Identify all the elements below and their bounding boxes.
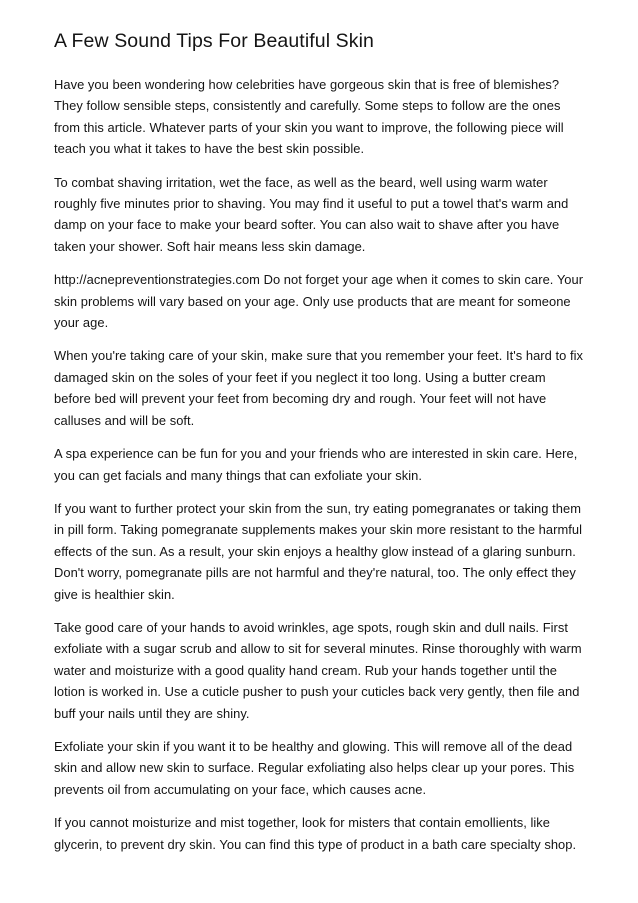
page-title: A Few Sound Tips For Beautiful Skin <box>54 30 374 52</box>
paragraph-sun: If you want to further protect your skin from the sun, try eating pomegranates or taking them in pill form. Taking pomegranate supplements makes your skin more resistant to the harmful effects of the sun. As a result, your skin enjoys a healthy glow instead of a glaring sunburn. Don't worry, pomegranate pills are not harmful and they're natural, too. The only effect they give is healthier skin. <box>54 500 583 602</box>
paragraph-exfoliate: Exfoliate your skin if you want it to be healthy and glowing. This will remove all of the dead skin and allow new skin to surface. Regular exfoliating also helps clear up your pores. This prevents oil from accumulating on your face, which causes acne. <box>54 738 575 797</box>
paragraph-intro: Have you been wondering how celebrities have gorgeous skin that is free of blemishes? They follow sensible steps, consistently and carefully. Some steps to follow are the ones from this article. Whatever parts of your skin you want to improve, the following piece will teach you what it takes to have the best skin possible. <box>54 77 564 157</box>
paragraph-feet: When you're taking care of your skin, make sure that you remember your feet. It's hard to fix damaged skin on the soles of your feet if you neglect it too long. Using a butter cream before bed will prevent your feet from becoming dry and rough. Your feet will not have calluses and will be soft. <box>54 348 584 428</box>
paragraph-hands: Take good care of your hands to avoid wrinkles, age spots, rough skin and dull nails. First exfoliate with a sugar scrub and allow to sit for several minutes. Rinse thoroughly with warm water and moisturize with a good quality hand cream. Rub your hands together until the lotion is worked in. Use a cuticle pusher to push your cuticles back very gently, then file and buff your nails until they are shiny. <box>54 619 582 721</box>
paragraph-age: http://acnepreventionstrategies.com Do not forget your age when it comes to skin care. Your skin problems will vary based on your age. Only use products that are meant for someone your age. <box>54 272 584 331</box>
paragraph-spa: A spa experience can be fun for you and your friends who are interested in skin care. Here, you can get facials and many things that can exfoliate your skin. <box>54 446 578 483</box>
paragraph-shaving: To combat shaving irritation, wet the face, as well as the beard, well using warm water roughly five minutes prior to shaving. You may find it useful to put a towel that's warm and damp on your face to make your beard softer. You can also wait to shave after you have taken your shower. Soft hair means less skin damage. <box>54 174 569 254</box>
paragraph-moisturize: If you cannot moisturize and mist together, look for misters that contain emollients, like glycerin, to prevent dry skin. You can find this type of product in a bath care specialty shop. <box>54 815 577 852</box>
